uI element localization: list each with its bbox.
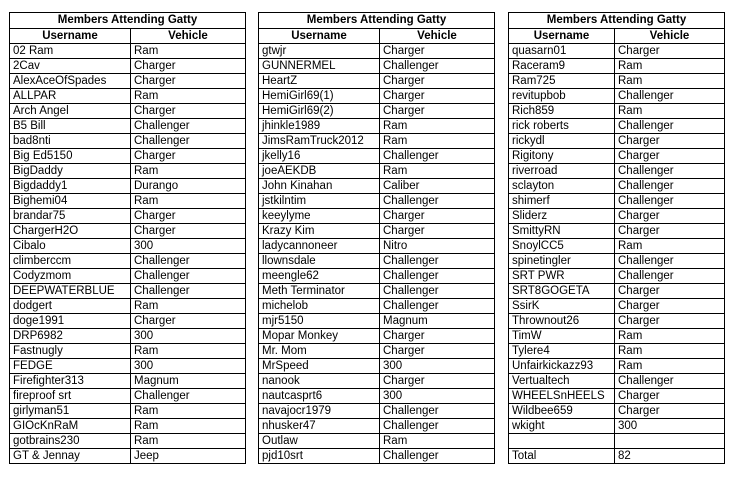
table-row — [509, 344, 725, 359]
username-cell: rickydl — [509, 134, 615, 149]
vehicle-cell: Challenger — [380, 449, 495, 464]
table-row — [259, 449, 495, 464]
table-body — [10, 44, 246, 464]
username-cell: Mr. Mom — [259, 344, 380, 359]
vehicle-cell: Challenger — [131, 134, 246, 149]
vehicle-cell: Ram — [131, 419, 246, 434]
table-row — [509, 434, 725, 449]
members-table-1 — [9, 12, 246, 464]
username-cell: Vertualtech — [509, 374, 615, 389]
table-row — [509, 374, 725, 389]
username-cell: Outlaw — [259, 434, 380, 449]
table-row — [10, 359, 246, 374]
username-cell: DEEPWATERBLUE — [10, 284, 131, 299]
table-row — [259, 344, 495, 359]
vehicle-cell: Challenger — [380, 59, 495, 74]
table-row — [10, 164, 246, 179]
vehicle-cell — [615, 434, 725, 449]
vehicle-cell: Challenger — [380, 419, 495, 434]
username-cell: TimW — [509, 329, 615, 344]
table-row — [10, 449, 246, 464]
vehicle-cell: Ram — [615, 59, 725, 74]
table-row — [10, 344, 246, 359]
username-cell: jstkilntim — [259, 194, 380, 209]
username-cell: fireproof srt — [10, 389, 131, 404]
vehicle-cell: Ram — [615, 74, 725, 89]
username-cell: joeAEKDB — [259, 164, 380, 179]
vehicle-cell: Charger — [615, 44, 725, 59]
table-row — [10, 89, 246, 104]
table-row — [10, 44, 246, 59]
username-cell: John Kinahan — [259, 179, 380, 194]
table-row — [509, 59, 725, 74]
table-row — [259, 209, 495, 224]
vehicle-cell: Ram — [615, 359, 725, 374]
vehicle-cell: Challenger — [131, 269, 246, 284]
table-row — [10, 239, 246, 254]
vehicle-cell: Charger — [131, 74, 246, 89]
username-cell: Rich859 — [509, 104, 615, 119]
username-cell: Arch Angel — [10, 104, 131, 119]
table-row — [10, 389, 246, 404]
username-cell: GT & Jennay — [10, 449, 131, 464]
vehicle-cell: Challenger — [380, 404, 495, 419]
vehicle-cell: Challenger — [380, 254, 495, 269]
table-row — [509, 164, 725, 179]
vehicle-cell: Ram — [131, 194, 246, 209]
table-row — [509, 419, 725, 434]
table-row — [10, 224, 246, 239]
table-row — [10, 59, 246, 74]
username-cell: mjr5150 — [259, 314, 380, 329]
vehicle-cell: Ram — [131, 164, 246, 179]
members-table-2 — [258, 12, 495, 464]
table-row — [509, 209, 725, 224]
username-cell: BigDaddy — [10, 164, 131, 179]
table-row — [509, 314, 725, 329]
username-cell: navajocr1979 — [259, 404, 380, 419]
username-cell: rick roberts — [509, 119, 615, 134]
table-row — [509, 74, 725, 89]
vehicle-cell: Charger — [380, 89, 495, 104]
username-cell: DRP6982 — [10, 329, 131, 344]
username-cell: SsirK — [509, 299, 615, 314]
table-row — [259, 164, 495, 179]
table-row — [259, 59, 495, 74]
table-row — [259, 179, 495, 194]
table-row — [509, 239, 725, 254]
table-row — [509, 89, 725, 104]
username-cell: GIOcKnRaM — [10, 419, 131, 434]
table-row — [259, 104, 495, 119]
table-row — [259, 419, 495, 434]
table-row — [509, 404, 725, 419]
vehicle-cell: Charger — [131, 314, 246, 329]
table-row — [259, 434, 495, 449]
username-cell: Wildbee659 — [509, 404, 615, 419]
table-row — [259, 389, 495, 404]
table-row — [259, 254, 495, 269]
table-row — [10, 74, 246, 89]
table-row — [509, 299, 725, 314]
vehicle-cell: Challenger — [615, 119, 725, 134]
vehicle-header: Vehicle — [615, 29, 725, 44]
username-cell: revitupbob — [509, 89, 615, 104]
vehicle-cell: Ram — [615, 344, 725, 359]
vehicle-cell: Challenger — [615, 254, 725, 269]
vehicle-cell: Ram — [131, 344, 246, 359]
username-cell: Cibalo — [10, 239, 131, 254]
table-row — [259, 359, 495, 374]
vehicle-cell: Challenger — [131, 389, 246, 404]
table-row — [509, 359, 725, 374]
username-cell: quasarn01 — [509, 44, 615, 59]
header-row — [259, 29, 495, 44]
vehicle-cell: Charger — [380, 224, 495, 239]
username-cell: girlyman51 — [10, 404, 131, 419]
vehicle-cell: Charger — [380, 104, 495, 119]
username-cell: SRT8GOGETA — [509, 284, 615, 299]
table-title: Members Attending Gatty — [508, 12, 725, 28]
username-header: Username — [10, 29, 131, 44]
username-cell: MrSpeed — [259, 359, 380, 374]
table-row — [10, 134, 246, 149]
table-row — [10, 254, 246, 269]
vehicle-header: Vehicle — [131, 29, 246, 44]
vehicle-cell: Charger — [615, 224, 725, 239]
vehicle-cell: Charger — [615, 389, 725, 404]
table-row — [259, 329, 495, 344]
vehicle-cell: Charger — [380, 44, 495, 59]
username-cell: Sliderz — [509, 209, 615, 224]
username-cell — [509, 434, 615, 449]
table-row — [259, 194, 495, 209]
username-cell: 02 Ram — [10, 44, 131, 59]
username-cell: Mopar Monkey — [259, 329, 380, 344]
table-title: Members Attending Gatty — [258, 12, 495, 28]
username-cell: AlexAceOfSpades — [10, 74, 131, 89]
username-cell: nhusker47 — [259, 419, 380, 434]
vehicle-cell: Ram — [380, 434, 495, 449]
username-cell: 2Cav — [10, 59, 131, 74]
username-cell: climberccm — [10, 254, 131, 269]
table-row — [509, 224, 725, 239]
username-cell: Bighemi04 — [10, 194, 131, 209]
table-row — [10, 329, 246, 344]
table-row — [259, 89, 495, 104]
username-cell: Unfairkickazz93 — [509, 359, 615, 374]
vehicle-cell: Challenger — [615, 89, 725, 104]
username-cell: HemiGirl69(1) — [259, 89, 380, 104]
username-cell: keeylyme — [259, 209, 380, 224]
table-row — [10, 284, 246, 299]
table-row — [509, 149, 725, 164]
username-cell: nautcasprt6 — [259, 389, 380, 404]
username-cell: FEDGE — [10, 359, 131, 374]
username-cell: GUNNERMEL — [259, 59, 380, 74]
table-body — [509, 44, 725, 464]
username-cell: ALLPAR — [10, 89, 131, 104]
vehicle-cell: Ram — [131, 299, 246, 314]
table-row — [259, 119, 495, 134]
table-row — [509, 134, 725, 149]
username-cell: jhinkle1989 — [259, 119, 380, 134]
table-row — [509, 284, 725, 299]
table-row — [10, 404, 246, 419]
vehicle-cell: 82 — [615, 449, 725, 464]
table-row — [509, 269, 725, 284]
vehicle-cell: Charger — [131, 209, 246, 224]
vehicle-cell: 300 — [131, 329, 246, 344]
table-row — [10, 419, 246, 434]
vehicle-cell: Ram — [615, 104, 725, 119]
table-row — [10, 179, 246, 194]
username-cell: Total — [509, 449, 615, 464]
table-row — [10, 299, 246, 314]
username-cell: WHEELSnHEELS — [509, 389, 615, 404]
vehicle-cell: 300 — [131, 359, 246, 374]
username-cell: SRT PWR — [509, 269, 615, 284]
vehicle-cell: Charger — [615, 314, 725, 329]
username-cell: Codyzmom — [10, 269, 131, 284]
username-cell: Bigdaddy1 — [10, 179, 131, 194]
username-cell: gotbrains230 — [10, 434, 131, 449]
username-cell: Raceram9 — [509, 59, 615, 74]
username-cell: bad8nti — [10, 134, 131, 149]
table-row — [509, 104, 725, 119]
vehicle-cell: Charger — [380, 74, 495, 89]
username-cell: Fastnugly — [10, 344, 131, 359]
username-cell: Ram725 — [509, 74, 615, 89]
vehicle-cell: Charger — [615, 209, 725, 224]
table-row — [509, 119, 725, 134]
table-row — [259, 149, 495, 164]
table-row — [259, 374, 495, 389]
table-row — [259, 239, 495, 254]
vehicle-cell: Magnum — [380, 314, 495, 329]
table-row — [10, 119, 246, 134]
vehicle-cell: Ram — [380, 164, 495, 179]
vehicle-cell: Ram — [615, 239, 725, 254]
table-row — [10, 209, 246, 224]
table-row — [509, 194, 725, 209]
vehicle-cell: Ram — [131, 434, 246, 449]
username-cell: meengle62 — [259, 269, 380, 284]
header-row — [509, 29, 725, 44]
username-cell: wkight — [509, 419, 615, 434]
username-cell: Big Ed5150 — [10, 149, 131, 164]
username-cell: nanook — [259, 374, 380, 389]
vehicle-cell: Challenger — [615, 164, 725, 179]
table-row — [509, 389, 725, 404]
table-row — [259, 44, 495, 59]
vehicle-cell: Challenger — [380, 269, 495, 284]
username-cell: doge1991 — [10, 314, 131, 329]
vehicle-cell: Magnum — [131, 374, 246, 389]
table-row — [509, 329, 725, 344]
username-cell: Krazy Kim — [259, 224, 380, 239]
table-row — [259, 269, 495, 284]
username-header: Username — [259, 29, 380, 44]
table-row — [259, 404, 495, 419]
vehicle-cell: Ram — [615, 329, 725, 344]
username-cell: HeartZ — [259, 74, 380, 89]
username-cell: shimerf — [509, 194, 615, 209]
vehicle-cell: Challenger — [380, 284, 495, 299]
username-cell: michelob — [259, 299, 380, 314]
table-row — [509, 44, 725, 59]
vehicle-cell: Challenger — [615, 374, 725, 389]
table-body — [259, 44, 495, 464]
username-cell: jkelly16 — [259, 149, 380, 164]
table-title: Members Attending Gatty — [9, 12, 246, 28]
username-cell: spinetingler — [509, 254, 615, 269]
vehicle-cell: 300 — [380, 359, 495, 374]
vehicle-cell: Challenger — [131, 254, 246, 269]
vehicle-cell: Charger — [380, 344, 495, 359]
vehicle-cell: Charger — [131, 224, 246, 239]
vehicle-cell: Challenger — [380, 149, 495, 164]
vehicle-cell: Challenger — [615, 194, 725, 209]
vehicle-cell: Ram — [380, 134, 495, 149]
members-table-3 — [508, 12, 725, 464]
table-row — [10, 434, 246, 449]
table-row — [10, 104, 246, 119]
username-cell: HemiGirl69(2) — [259, 104, 380, 119]
username-cell: riverroad — [509, 164, 615, 179]
table-row — [259, 299, 495, 314]
table-row — [509, 449, 725, 464]
username-header: Username — [509, 29, 615, 44]
vehicle-cell: Charger — [615, 284, 725, 299]
vehicle-cell: Ram — [131, 44, 246, 59]
vehicle-cell: Charger — [131, 149, 246, 164]
vehicle-cell: Ram — [131, 404, 246, 419]
vehicle-cell: Ram — [131, 89, 246, 104]
table-row — [10, 374, 246, 389]
table-row — [259, 314, 495, 329]
vehicle-cell: 300 — [615, 419, 725, 434]
vehicle-cell: Charger — [380, 329, 495, 344]
vehicle-cell: Challenger — [615, 269, 725, 284]
username-cell: Meth Terminator — [259, 284, 380, 299]
table-row — [259, 134, 495, 149]
username-cell: sclayton — [509, 179, 615, 194]
vehicle-cell: Jeep — [131, 449, 246, 464]
username-cell: ChargerH2O — [10, 224, 131, 239]
vehicle-cell: Charger — [615, 149, 725, 164]
vehicle-cell: 300 — [380, 389, 495, 404]
vehicle-cell: Nitro — [380, 239, 495, 254]
table-row — [10, 269, 246, 284]
vehicle-cell: Charger — [380, 209, 495, 224]
username-cell: B5 Bill — [10, 119, 131, 134]
vehicle-cell: Challenger — [380, 299, 495, 314]
username-cell: Thrownout26 — [509, 314, 615, 329]
vehicle-cell: Ram — [380, 119, 495, 134]
username-cell: llownsdale — [259, 254, 380, 269]
username-cell: Firefighter313 — [10, 374, 131, 389]
vehicle-cell: Challenger — [131, 284, 246, 299]
vehicle-cell: Durango — [131, 179, 246, 194]
table-row — [10, 314, 246, 329]
vehicle-cell: Charger — [131, 104, 246, 119]
username-cell: JimsRamTruck2012 — [259, 134, 380, 149]
vehicle-cell: Charger — [380, 374, 495, 389]
username-cell: dodgert — [10, 299, 131, 314]
vehicle-cell: Challenger — [380, 194, 495, 209]
username-cell: Tylere4 — [509, 344, 615, 359]
vehicle-cell: Charger — [131, 59, 246, 74]
table-row — [10, 149, 246, 164]
table-row — [259, 224, 495, 239]
vehicle-cell: Charger — [615, 404, 725, 419]
table-row — [10, 194, 246, 209]
vehicle-cell: Caliber — [380, 179, 495, 194]
vehicle-cell: Charger — [615, 134, 725, 149]
table-row — [259, 284, 495, 299]
vehicle-cell: Challenger — [131, 119, 246, 134]
table-row — [509, 179, 725, 194]
username-cell: brandar75 — [10, 209, 131, 224]
username-cell: Rigitony — [509, 149, 615, 164]
table-row — [259, 74, 495, 89]
username-cell: SnoylCC5 — [509, 239, 615, 254]
username-cell: pjd10srt — [259, 449, 380, 464]
table-row — [509, 254, 725, 269]
vehicle-cell: Charger — [615, 299, 725, 314]
vehicle-cell: Challenger — [615, 179, 725, 194]
username-cell: gtwjr — [259, 44, 380, 59]
header-row — [10, 29, 246, 44]
username-cell: SmittyRN — [509, 224, 615, 239]
vehicle-header: Vehicle — [380, 29, 495, 44]
username-cell: ladycannoneer — [259, 239, 380, 254]
vehicle-cell: 300 — [131, 239, 246, 254]
